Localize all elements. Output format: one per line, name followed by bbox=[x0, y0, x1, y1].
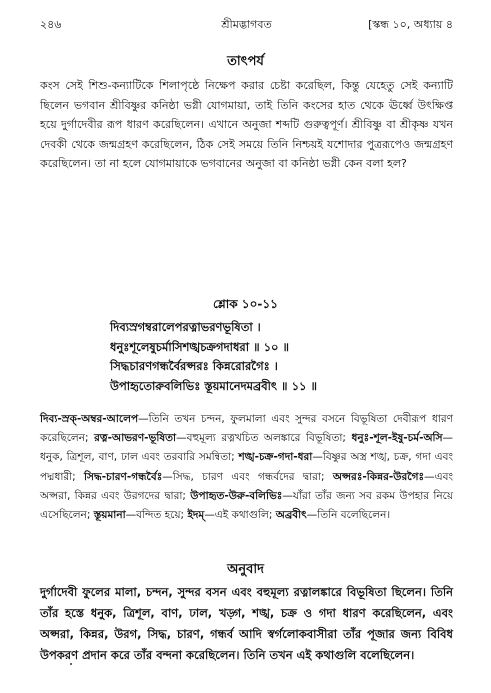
synonym-word: উপাহৃত-উরু-বলিভিঃ bbox=[190, 489, 283, 502]
verse-text bbox=[110, 318, 451, 396]
synonym-word: সিদ্ধ-চারণ-গন্ধর্বৈঃ bbox=[84, 470, 163, 483]
synonym-word: অব্রবীৎ bbox=[275, 509, 307, 522]
verse-line: ধনুঃশূলেষুচর্মাসিশঙ্খচক্রগদাধরা ॥ ১০ ॥ bbox=[110, 339, 290, 354]
synonym-meaning: —বন্দিত হয়ে; bbox=[125, 509, 185, 522]
purport-text: কংস সেই শিশু-কন্যাটিকে শিলাপৃষ্ঠে নিক্ষেপ করার চেষ্টা করেছিল, কিন্তু যেহেতু সেই কন্যাটি ছিলেন ভগবান শ্রীবিষ্ণুর কনিষ্ঠা ভগ্নী যোগমায়া, তাই তিনি কংসের হাত থেকে ঊর্ধ্বে উৎক্ষিপ্ত হয়ে দুর্গাদেবীর রূপ ধারণ করেছিলেন। এখানে অনুজা শব্দটি গুরুত্বপূর্ণ। শ্রীবিষ্ণু বা শ্রীকৃষ্ণ যখন দেবকী থেকে জন্মগ্রহণ করেছিলেন, ঠিক সেই সময়ে তিনি নিশ্চয়ই যশোদার পুত্ররূপেও জন্মগ্রহণ করেছিলেন। তা না হলে যোগমায়াকে ভগবানের অনুজা বা কনিষ্ঠা ভগ্নী কেন বলা হল? bbox=[40, 79, 453, 170]
page-number: ২৪৬ bbox=[40, 18, 62, 31]
translation-title: অনুবাদ bbox=[227, 562, 264, 577]
chapter-reference: [স্কন্ধ ১০, অধ্যায় ৪ bbox=[368, 18, 453, 31]
synonym-word: ধনুঃ-শূল-ইষু-চর্ম-অসি bbox=[351, 432, 443, 445]
synonym-meaning: —তিনি তখন চন্দন, ফুলমালা এবং সুন্দর বসনে বিভূষিতা দেবীরূপ ধারণ করেছিলেন; bbox=[40, 413, 453, 445]
synonyms-text bbox=[40, 410, 453, 525]
page-speck bbox=[70, 663, 72, 665]
verse-line: সিদ্ধচারণগন্ধর্বৈরপ্সরঃ কিন্নরোরগৈঃ । bbox=[110, 359, 278, 373]
verse-number: শ্লোক ১০-১১ bbox=[213, 297, 278, 311]
verse-line: দিব্যস্রগম্বরালেপরত্নাভরণভূষিতা । bbox=[110, 320, 261, 334]
synonym-meaning: —এবং অপ্সরা, কিন্নর এবং উরগদের দ্বারা; bbox=[40, 470, 453, 502]
synonym-word: শঙ্খ-চক্র-গদা-ধরা bbox=[238, 451, 313, 464]
book-title: শ্রীমদ্ভাগবত bbox=[221, 18, 272, 31]
synonym-meaning: —বহুমূল্য রত্নখচিত অলঙ্কারে বিভূষিতা; bbox=[176, 432, 346, 445]
synonym-word: রত্ন-আভরণ-ভূষিতা bbox=[94, 432, 177, 445]
synonym-meaning: —যাঁরা তাঁর জন্য সব রকম উপহার নিয়ে এসেছিলেন; bbox=[40, 489, 454, 522]
page-header bbox=[40, 16, 453, 34]
synonym-word: ইদম্ bbox=[187, 509, 205, 522]
purport-title: তাৎপর্য bbox=[227, 54, 264, 69]
synonym-meaning: —ধনুক, ত্রিশূল, বাণ, ঢাল এবং তরবারি সমন্বিতা; bbox=[40, 432, 453, 464]
synonym-word: স্তূয়মানা bbox=[93, 509, 126, 522]
synonym-meaning: —বিষ্ণুর অস্ত্র শঙ্খ, চক্র, গদা এবং পদ্মধারী; bbox=[40, 451, 453, 483]
translation-text: দুর্গাদেবী ফুলের মালা, চন্দন, সুন্দর বসন এবং বহুমূল্য রত্নালঙ্কারে বিভূষিতা ছিলেন। তিনি তাঁর হস্তে ধনুক, ত্রিশূল, বাণ, ঢাল, খড়্গ, শঙ্খ, চক্র ও গদা ধারণ করেছিলেন, এবং অপ্সরা, কিন্নর, উরগ, সিদ্ধ, চারণ, গন্ধর্ব আদি স্বর্গলোকবাসীরা তাঁর পূজার জন্য বিবিধ উপকরণ প্রদান করে তাঁর বন্দনা করেছিলেন। তিনি তখন এই কথাগুলি বলেছিলেন। bbox=[40, 585, 453, 662]
synonym-meaning: —এই কথাগুলি; bbox=[204, 509, 273, 522]
synonym-word: দিব্য-স্রক্-অম্বর-আলেপ bbox=[40, 413, 139, 425]
verse-line: উপাহৃতোরুবলিভিঃ স্তূয়মানেদমব্রবীৎ ॥ ১১ ॥ bbox=[110, 378, 317, 393]
synonym-meaning: —সিদ্ধ, চারণ এবং গন্ধর্বদের দ্বারা; bbox=[162, 470, 325, 483]
synonym-word: অপ্সরঃ-কিন্নর-উরগৈঃ bbox=[332, 470, 425, 483]
synonym-meaning: —তিনি বলেছিলেন। bbox=[306, 509, 391, 522]
